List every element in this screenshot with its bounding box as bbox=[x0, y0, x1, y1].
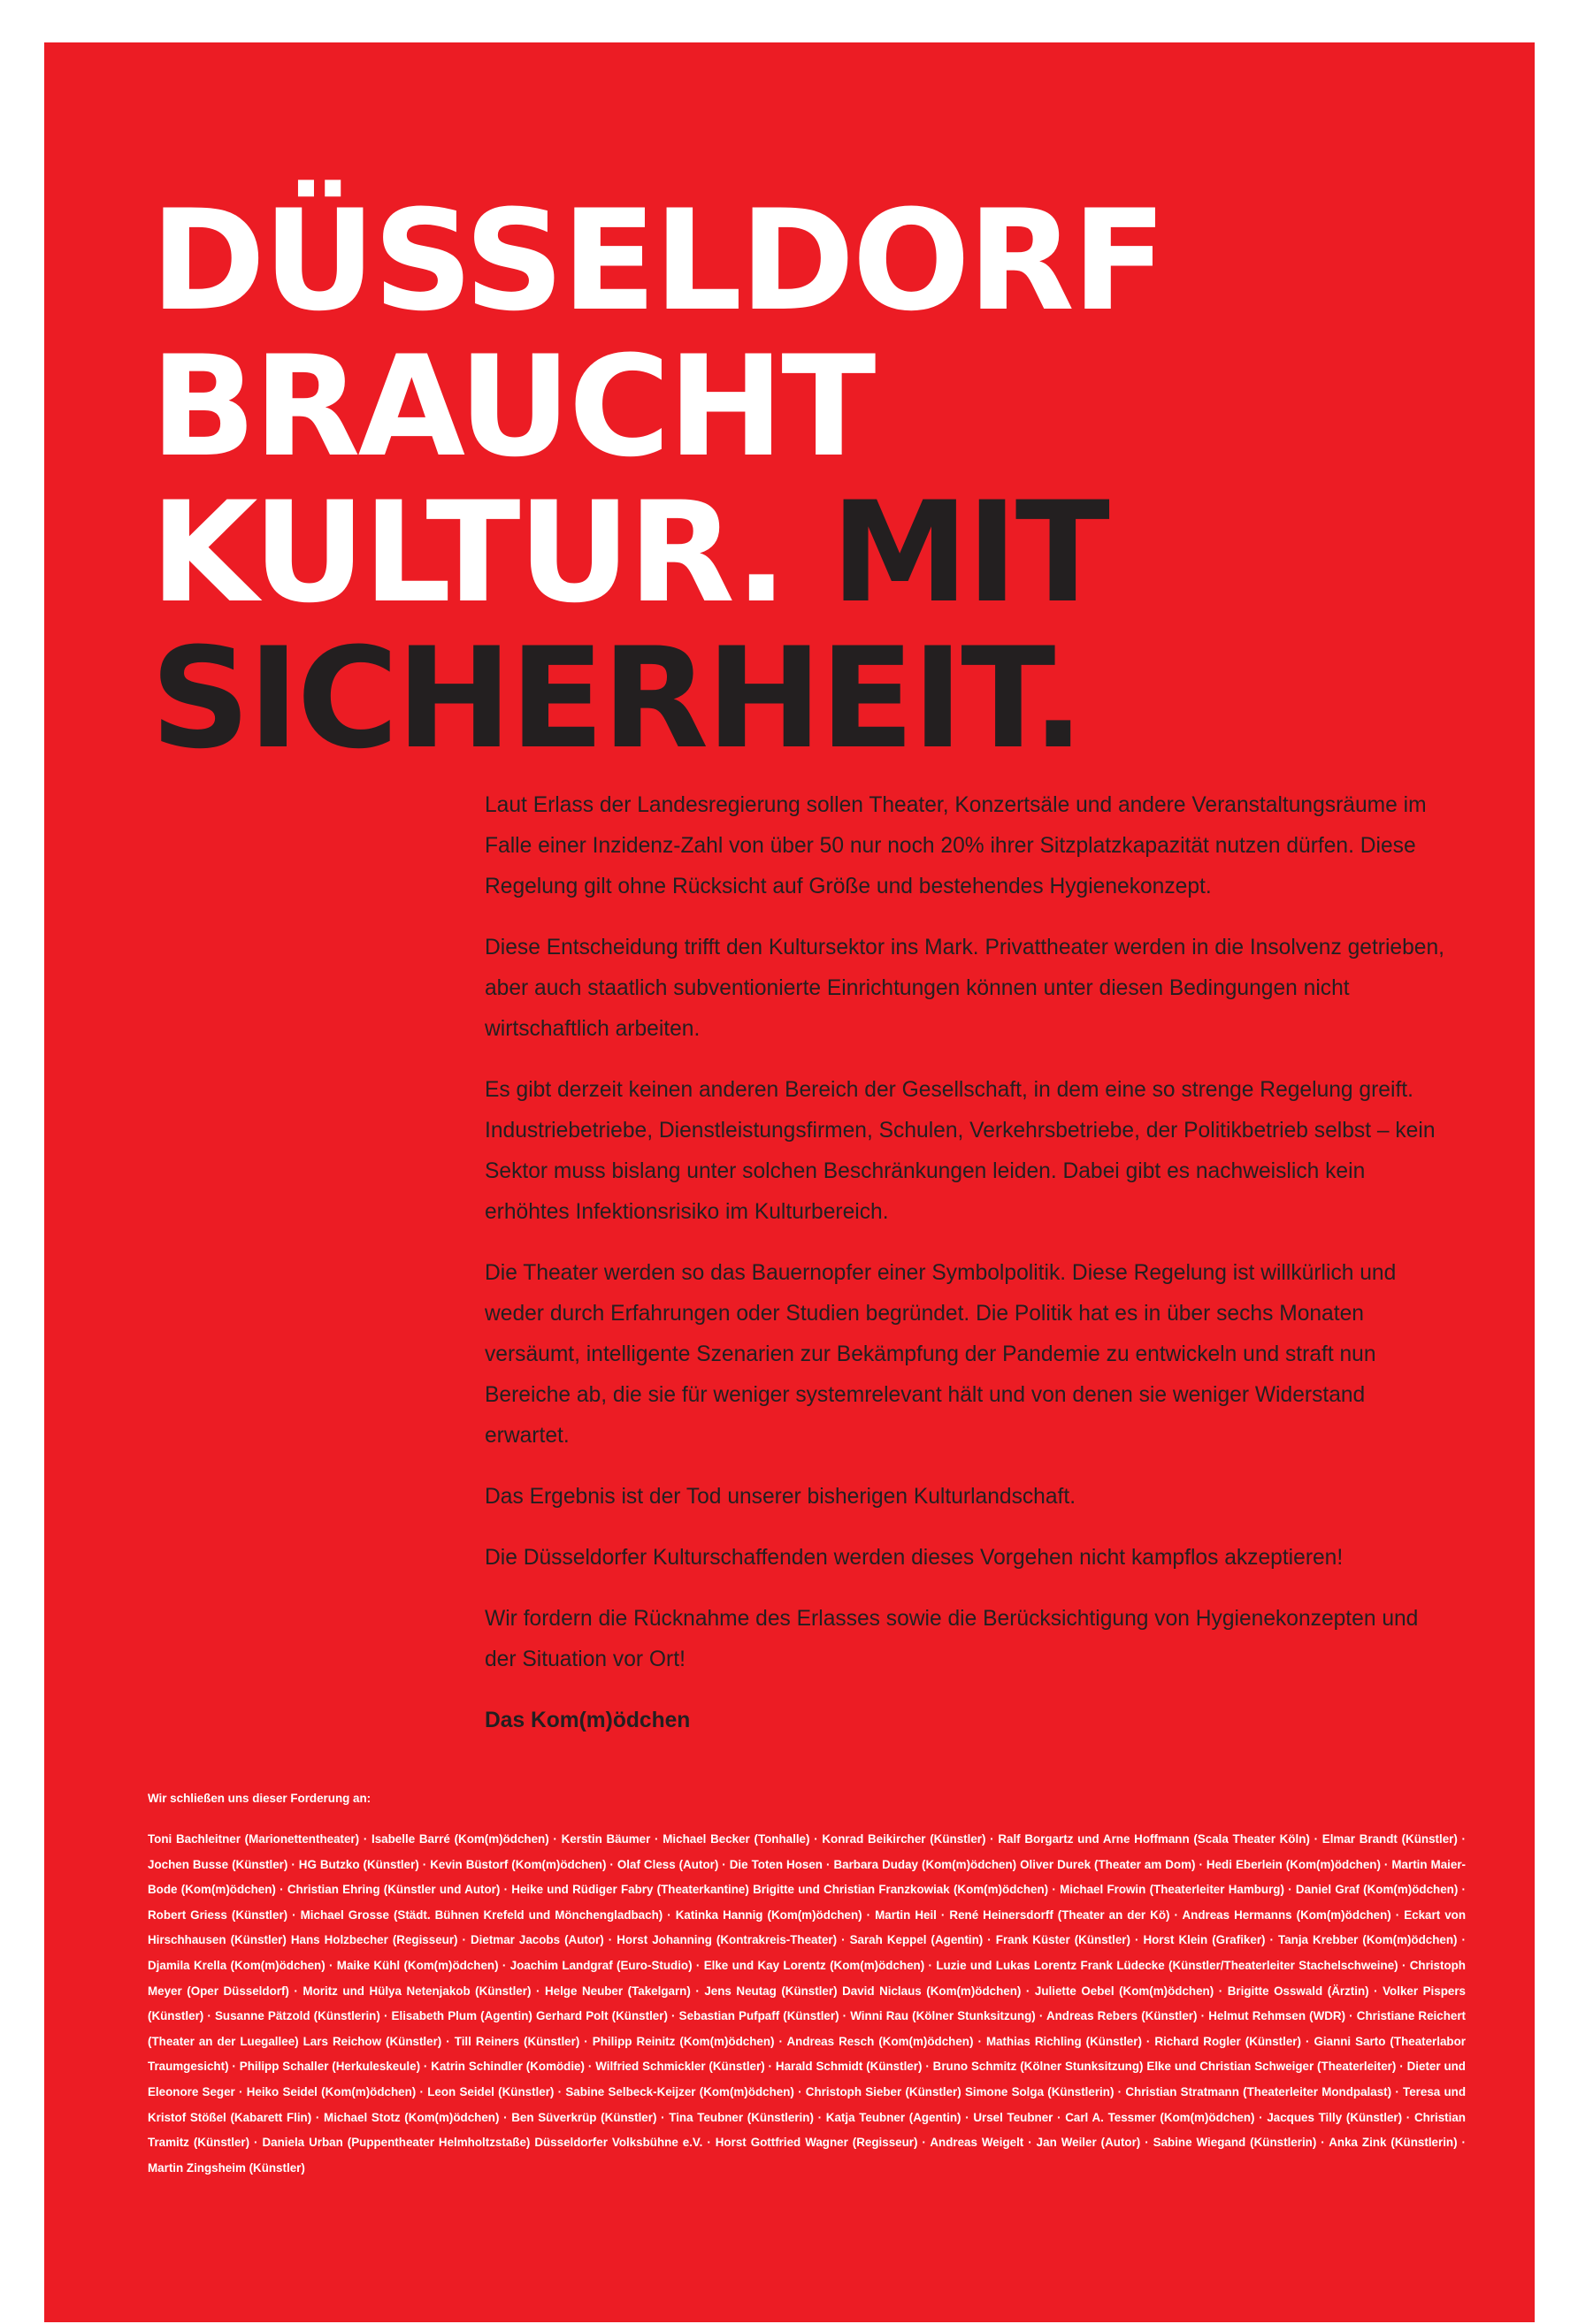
headline-line-3-dark: MIT bbox=[831, 472, 1107, 634]
headline bbox=[150, 180, 1433, 780]
supporters-section bbox=[148, 1790, 1466, 2181]
headline-line-3-light: KULTUR. bbox=[150, 472, 785, 634]
statement-paragraph-3: Es gibt derzeit keinen anderen Bereich der Gesellschaft, in dem eine so strenge Regelung greift. Industriebetriebe, Dienstleistungsfirmen, Schulen, Verkehrsbetriebe, der Politikbetrieb selbst – kein Sektor muss bislang unter solchen Beschränkungen leiden. Dabei gibt es nachweislich kein erhöhtes Infektionsrisiko im Kulturbereich. bbox=[485, 1078, 1436, 1224]
statement-text bbox=[485, 785, 1445, 1762]
statement-paragraph-2: Diese Entscheidung trifft den Kultursektor ins Mark. Privattheater werden in die Insolvenz getrieben, aber auch staatlich subventionierte Einrichtungen können unter diesen Bedingungen nicht wirtschaftlich arbeiten. bbox=[485, 936, 1444, 1041]
headline-line-2: BRAUCHT bbox=[150, 326, 874, 488]
headline-line-4-dark: SICHERHEIT. bbox=[150, 618, 1083, 780]
statement-paragraph-7: Wir fordern die Rücknahme des Erlasses sowie die Berücksichtigung von Hygienekonzepten und der Situation vor Ort! bbox=[485, 1607, 1419, 1671]
supporters-list: Toni Bachleitner (Marionettentheater) · Isabelle Barré (Kom(m)ödchen) · Kerstin Bäumer · Michael Becker (Tonhalle) · Konrad Beikircher (Künstler) · Ralf Borgartz und Arne Hoffmann (Scala Theater Köln) · Elmar Brandt (Künstler) · Jochen Busse (Künstler) · HG Butzko (Künstler) · Kevin Büstorf (Kom(m)ödchen) · Olaf Cless (Autor) · Die Toten Hosen · Barbara Duday (Kom(m)ödchen) Oliver Durek (Theater am Dom) · Hedi Eberlein (Kom(m)ödchen) · Martin Maier-Bode (Kom(m)ödchen) · Christian Ehring (Künstler und Autor) · Heike und Rüdiger Fabry (Theaterkantine) Brigitte und Christian Franzkowiak (Kom(m)ödchen) · Michael Frowin (Theaterleiter Hamburg) · Daniel Graf (Kom(m)ödchen) · Robert Griess (Künstler) · Michael Grosse (Städt. Bühnen Krefeld und Mönchengladbach) · Katinka Hannig (Kom(m)ödchen) · Martin Heil · René Heinersdorff (Theater an der Kö) · Andreas Hermanns (Kom(m)ödchen) · Eckart von Hirschhausen (Künstler) Hans Holzbecher (Regisseur) · Dietmar Jacobs (Autor) · Horst Johanning (Kontrakreis-Theater) · Sarah Keppel (Agentin) · Frank Küster (Künstler) · Horst Klein (Grafiker) · Tanja Krebber (Kom(m)ödchen) · Djamila Krella (Kom(m)ödchen) · Maike Kühl (Kom(m)ödchen) · Joachim Landgraf (Euro-Studio) · Elke und Kay Lorentz (Kom(m)ödchen) · Luzie und Lukas Lorentz Frank Lüdecke (Künstler/Theaterleiter Stachelschweine) · Christoph Meyer (Oper Düsseldorf) · Moritz und Hülya Netenjakob (Künstler) · Helge Neuber (Takelgarn) · Jens Neutag (Künstler) David Niclaus (Kom(m)ödchen) · Juliette Oebel (Kom(m)ödchen) · Brigitte Osswald (Ärztin) · Volker Pispers (Künstler) · Susanne Pätzold (Künstlerin) · Elisabeth Plum (Agentin) Gerhard Polt (Künstler) · Sebastian Pufpaff (Künstler) · Winni Rau (Kölner Stunksitzung) · Andreas Rebers (Künstler) · Helmut Rehmsen (WDR) · Christiane Reichert (Theater an der Luegallee) Lars Reichow (Künstler) · Till Reiners (Künstler) · Philipp Reinitz (Kom(m)ödchen) · Andreas Resch (Kom(m)ödchen) · Mathias Richling (Künstler) · Richard Rogler (Künstler) · Gianni Sarto (Theaterlabor Traumgesicht) · Philipp Schaller (Herkuleskeule) · Katrin Schindler (Komödie) · Wilfried Schmickler (Künstler) · Harald Schmidt (Künstler) · Bruno Schmitz (Kölner Stunksitzung) Elke und Christian Schweiger (Theaterleiter) · Dieter und Eleonore Seger · Heiko Seidel (Kom(m)ödchen) · Leon Seidel (Künstler) · Sabine Selbeck-Keijzer (Kom(m)ödchen) · Christoph Sieber (Künstler) Simone Solga (Künstlerin) · Christian Stratmann (Theaterleiter Mondpalast) · Teresa und Kristof Stößel (Kabarett Flin) · Michael Stotz (Kom(m)ödchen) · Ben Süverkrüp (Künstler) · Tina Teubner (Künstlerin) · Katja Teubner (Agentin) · Ursel Teubner · Carl A. Tessmer (Kom(m)ödchen) · Jacques Tilly (Künstler) · Christian Tramitz (Künstler) · Daniela Urban (Puppentheater Helmholtzstaße) Düsseldorfer Volksbühne e.V. · Horst Gottfried Wagner (Regisseur) · Andreas Weigelt · Jan Weiler (Autor) · Sabine Wiegand (Künstlerin) · Anka Zink (Künstlerin) · Martin Zingsheim (Künstler) bbox=[148, 1832, 1466, 2175]
statement-paragraph-1: Laut Erlass der Landesregierung sollen Theater, Konzertsäle und andere Veranstaltungsräume im Falle einer Inzidenz-Zahl von über 50 nur noch 20% ihrer Sitzplatzkapazität nutzen dürfen. Diese Regelung gilt ohne Rücksicht auf Größe und bestehendes Hygienekonzept. bbox=[485, 793, 1427, 898]
supporters-intro: Wir schließen uns dieser Forderung an: bbox=[148, 1792, 372, 1805]
signature: Das Kom(m)ödchen bbox=[485, 1709, 691, 1732]
headline-line-1: DÜSSELDORF bbox=[150, 180, 1165, 342]
statement-paragraph-5: Das Ergebnis ist der Tod unserer bisherigen Kulturlandschaft. bbox=[485, 1485, 1076, 1509]
statement-paragraph-4: Die Theater werden so das Bauernopfer einer Symbolpolitik. Diese Regelung ist willkürlich und weder durch Erfahrungen oder Studien begründet. Die Politik hat es in über sechs Monaten versäumt, intelligente Szenarien zur Bekämpfung der Pandemie zu entwickeln und straft nun Bereiche ab, die sie für weniger systemrelevant hält und von denen sie weniger Widerstand erwartet. bbox=[485, 1261, 1397, 1448]
poster bbox=[44, 42, 1535, 2322]
statement-paragraph-6: Die Düsseldorfer Kulturschaffenden werden dieses Vorgehen nicht kampflos akzeptieren! bbox=[485, 1546, 1344, 1570]
